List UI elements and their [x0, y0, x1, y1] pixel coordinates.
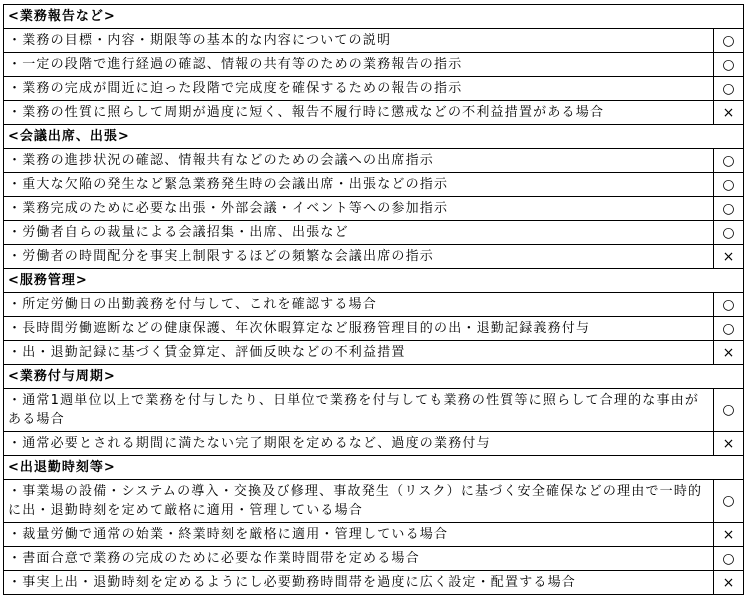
- row-mark: ○: [714, 389, 744, 432]
- table-row: [4, 341, 744, 365]
- row-mark: ○: [714, 77, 744, 101]
- row-text: ・長時間労働遮断などの健康保護、年次休暇算定など服務管理目的の出・退勤記録義務付与: [4, 317, 714, 341]
- table-row: [4, 77, 744, 101]
- row-mark: ○: [714, 29, 744, 53]
- row-text: ・所定労働日の出勤義務を付与して、これを確認する場合: [4, 293, 714, 317]
- row-text: ・書面合意で業務の完成のために必要な作業時間帯を定める場合: [4, 547, 714, 571]
- row-text: ・労働者の時間配分を事実上制限するほどの頻繁な会議出席の指示: [4, 245, 714, 269]
- row-mark: ○: [714, 317, 744, 341]
- row-mark: ○: [714, 197, 744, 221]
- row-mark: ×: [714, 432, 744, 456]
- row-text: ・裁量労働で通常の始業・終業時刻を厳格に適用・管理している場合: [4, 523, 714, 547]
- row-text: ・事実上出・退勤時刻を定めるようにし必要勤務時間帯を過度に広く設定・配置する場合: [4, 571, 714, 595]
- row-mark: ○: [714, 149, 744, 173]
- row-text: ・労働者自らの裁量による会議招集・出席、出張など: [4, 221, 714, 245]
- row-mark: ×: [714, 341, 744, 365]
- row-text: ・業務の進捗状況の確認、情報共有などのための会議への出席指示: [4, 149, 714, 173]
- section-title: <出退勤時刻等>: [4, 456, 744, 480]
- table-row: [4, 317, 744, 341]
- row-mark: ○: [714, 173, 744, 197]
- row-text: ・一定の段階で進行経過の確認、情報の共有等のための業務報告の指示: [4, 53, 714, 77]
- row-text: ・重大な欠陥の発生など緊急業務発生時の会議出席・出張などの指示: [4, 173, 714, 197]
- table-row: [4, 432, 744, 456]
- section-header-row: [4, 456, 744, 480]
- section-title: <服務管理>: [4, 269, 744, 293]
- row-mark: ×: [714, 571, 744, 595]
- section-title: <業務付与周期>: [4, 365, 744, 389]
- section-title: <業務報告など>: [4, 5, 744, 29]
- table-row: [4, 173, 744, 197]
- row-mark: ○: [714, 53, 744, 77]
- table-row: [4, 245, 744, 269]
- table-row: [4, 197, 744, 221]
- table-row: [4, 101, 744, 125]
- table-row: [4, 53, 744, 77]
- section-title: <会議出席、出張>: [4, 125, 744, 149]
- row-mark: ○: [714, 547, 744, 571]
- table-row: [4, 149, 744, 173]
- table-row: [4, 480, 744, 523]
- table-row: [4, 523, 744, 547]
- section-header-row: [4, 365, 744, 389]
- table-row: [4, 29, 744, 53]
- row-text: ・業務の性質に照らして周期が過度に短く、報告不履行時に懲戒などの不利益措置がある場合: [4, 101, 714, 125]
- table-row: [4, 389, 744, 432]
- row-mark: ○: [714, 221, 744, 245]
- row-mark: ○: [714, 480, 744, 523]
- section-header-row: [4, 269, 744, 293]
- table-row: [4, 547, 744, 571]
- row-mark: ×: [714, 523, 744, 547]
- guideline-table: [3, 4, 744, 595]
- row-text: ・出・退勤記録に基づく賃金算定、評価反映などの不利益措置: [4, 341, 714, 365]
- row-mark: ×: [714, 101, 744, 125]
- row-mark: ×: [714, 245, 744, 269]
- section-header-row: [4, 5, 744, 29]
- row-text: ・業務完成のために必要な出張・外部会議・イベント等への参加指示: [4, 197, 714, 221]
- table-row: [4, 221, 744, 245]
- table-row: [4, 293, 744, 317]
- row-text: ・通常必要とされる期間に満たない完了期限を定めるなど、過度の業務付与: [4, 432, 714, 456]
- row-text: ・事業場の設備・システムの導入・交換及び修理、事故発生（リスク）に基づく安全確保などの理由で一時的に出・退勤時刻を定めて厳格に適用・管理している場合: [4, 480, 714, 523]
- row-text: ・業務の完成が間近に迫った段階で完成度を確保するための報告の指示: [4, 77, 714, 101]
- row-mark: ○: [714, 293, 744, 317]
- row-text: ・業務の目標・内容・期限等の基本的な内容についての説明: [4, 29, 714, 53]
- section-header-row: [4, 125, 744, 149]
- row-text: ・通常1週単位以上で業務を付与したり、日単位で業務を付与しても業務の性質等に照らして合理的な事由がある場合: [4, 389, 714, 432]
- table-row: [4, 571, 744, 595]
